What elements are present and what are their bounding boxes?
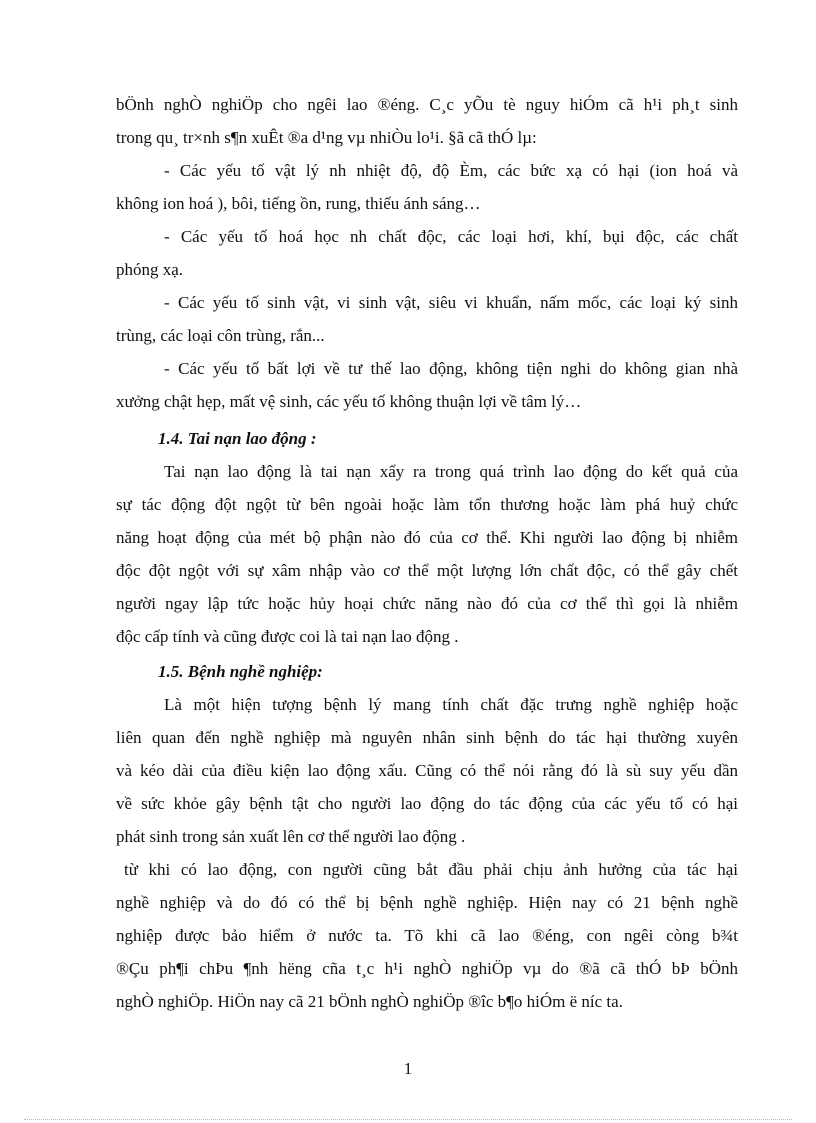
body-line: phát sinh trong sản xuất lên cơ thể người lao động .: [116, 827, 466, 846]
body-line: người ngay lập tức hoặc hủy hoại chức năng nào đó của cơ thể thì gọi là nhiễm: [116, 594, 738, 613]
body-line: nghÒ nghiÖp. HiÖn nay cã 21 bÖnh nghÒ nghiÖp ®îc b¶o hiÓm ë níc ta.: [116, 992, 623, 1011]
list-item-chemical: - Các yếu tố hoá học nh chất độc, các loại hơi, khí, bụi độc, các chất: [164, 227, 738, 246]
body-line: Tai nạn lao động là tai nạn xẩy ra trong quá trình lao động do kết quả của: [164, 462, 738, 481]
section-heading-1-5: 1.5. Bệnh nghề nghiệp:: [158, 662, 323, 681]
body-line: phóng xạ.: [116, 260, 184, 279]
section-heading-1-4: 1.4. Tai nạn lao động :: [158, 429, 317, 448]
body-line: Là một hiện tượng bệnh lý mang tính chất đặc trưng nghề nghiệp hoặc: [164, 695, 738, 714]
list-item-biological: - Các yếu tố sinh vật, vi sinh vật, siêu vi khuẩn, nấm mốc, các loại ký sinh: [164, 293, 738, 312]
body-line: bÖnh nghÒ nghiÖp cho ngêi lao ®éng. C¸c yÕu tè nguy hiÓm cã h¹i ph¸t sinh: [116, 95, 738, 114]
body-line: từ khi có lao động, con người cũng bắt đầu phải chịu ảnh hưởng của tác hại: [124, 860, 738, 879]
body-line: nghiệp được bảo hiểm ở nước ta. Tõ khi cã lao ®éng, con ngêi còng b¾t: [116, 926, 738, 945]
body-line: về sức khỏe gây bệnh tật cho người lao động do tác động của các yếu tố có hại: [116, 794, 738, 813]
body-line: trong qu¸ tr×nh s¶n xuÊt ®a d¹ng vµ nhiÒu lo¹i. §ã cã thÓ lµ:: [116, 128, 537, 147]
body-line: không ion hoá ), bôi, tiếng ồn, rung, thiếu ánh sáng…: [116, 194, 481, 213]
body-line: nghề nghiệp và do đó có thể bị bệnh nghề nghiệp. Hiện nay có 21 bệnh nghề: [116, 893, 738, 912]
body-line: độc đột ngột với sự xâm nhập vào cơ thể một lượng lớn chất độc, có thể gây chết: [116, 561, 738, 580]
page-border-dotted: [24, 1119, 792, 1120]
body-line: sự tác động đột ngột từ bên ngoài hoặc làm tổn thương hoặc làm phá huỷ chức: [116, 495, 738, 514]
body-line: năng hoạt động của mét bộ phận nào đó của cơ thể. Khi người lao động bị nhiễm: [116, 528, 738, 547]
list-item-physical: - Các yếu tố vật lý nh nhiệt độ, độ Èm, các bức xạ có hại (ion hoá và: [164, 161, 738, 180]
body-line: liên quan đến nghề nghiệp mà nguyên nhân sinh bệnh do tác hại thường xuyên: [116, 728, 738, 747]
body-line: và kéo dài của điều kiện lao động xấu. Cũng có thể nói rằng đó là sù suy yếu dần: [116, 761, 738, 780]
list-item-ergonomic: - Các yếu tố bất lợi về tư thế lao động, không tiện nghi do không gian nhà: [164, 359, 738, 378]
body-line: độc cấp tính và cũng được coi là tai nạn lao động .: [116, 627, 459, 646]
body-line: xưởng chật hẹp, mất vệ sinh, các yếu tố không thuận lợi về tâm lý…: [116, 392, 582, 411]
body-line: ®Çu ph¶i chÞu ¶nh hëng cña t¸c h¹i nghÒ nghiÖp vµ do ®ã cã thÓ bÞ bÖnh: [116, 959, 738, 978]
page-number: 1: [403, 1059, 413, 1078]
body-line: trùng, các loại côn trùng, rắn...: [116, 326, 325, 345]
